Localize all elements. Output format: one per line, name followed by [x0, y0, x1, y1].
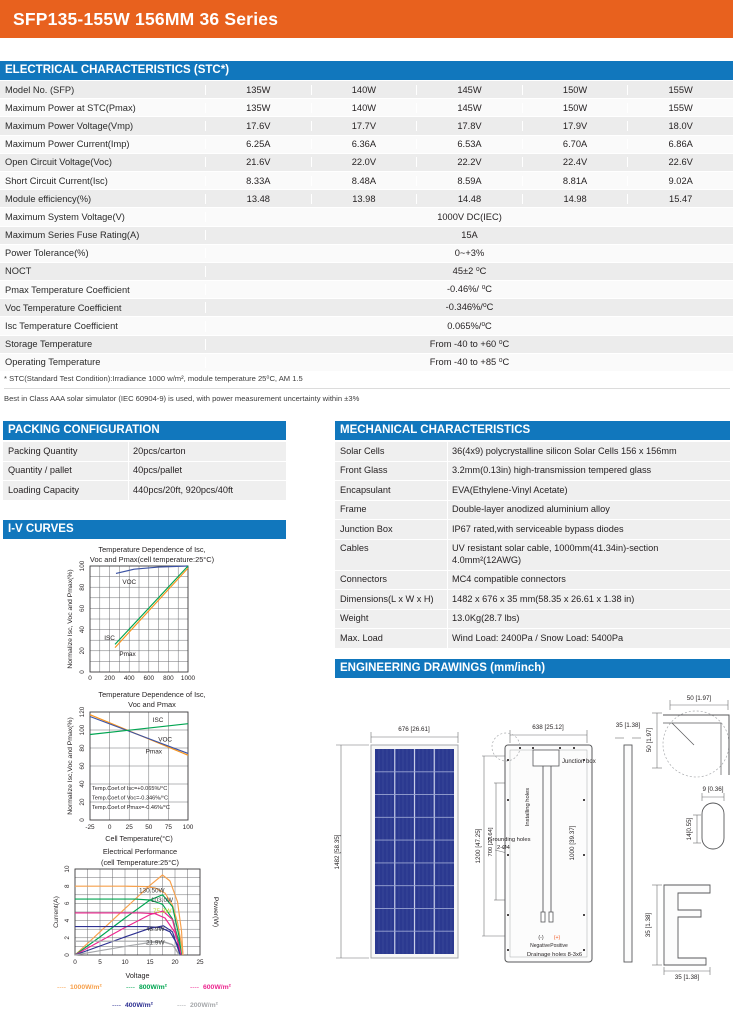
table-row [335, 442, 730, 461]
row-value: 20pcs/carton [128, 442, 286, 461]
row-value: 140W [311, 103, 417, 113]
row-label: Solar Cells [340, 445, 385, 456]
row-label: Packing Quantity [8, 445, 78, 456]
table-row [3, 481, 286, 500]
x-tick-label: 200 [104, 675, 115, 682]
hole-height-label: 14[0.55] [686, 817, 693, 841]
x-tick-label: 0 [107, 824, 112, 831]
table-row [335, 540, 730, 570]
y-tick-label: 2 [64, 936, 71, 940]
electrical-row [0, 190, 733, 207]
x-tick-label: 15 [146, 959, 154, 966]
row-value-merged: -0.346%/⁰C [205, 302, 733, 313]
x-tick-label: 10 [121, 959, 129, 966]
curve-label: ISC [152, 716, 164, 724]
row-value: Double-layer anodized aluminium alloy [447, 501, 730, 520]
curve-label: Pmax [119, 651, 136, 659]
cable-length-label: 1000 [39.37] [569, 825, 576, 861]
chart-1 [67, 545, 214, 682]
table-row [335, 520, 730, 539]
row-value-merged: -0.46%/ ⁰C [205, 284, 733, 295]
row-value: 21.6V [205, 157, 311, 167]
electrical-row [0, 117, 733, 134]
series-isc [90, 724, 188, 735]
electrical-row [0, 154, 733, 171]
chart-3 [53, 847, 232, 1009]
electrical-row [0, 336, 733, 353]
table-row [335, 481, 730, 500]
electrical-row [0, 227, 733, 244]
x-tick-label: 1000 [180, 675, 196, 682]
curve-label: 103.0W [151, 897, 174, 905]
x-tick-label: 5 [98, 959, 102, 966]
electrical-row [0, 81, 733, 98]
x-tick-label: 50 [145, 824, 153, 831]
x-tick-label: 0 [73, 959, 77, 966]
row-label: Loading Capacity [8, 484, 79, 495]
row-value: 22.2V [416, 157, 522, 167]
row-label: Voc Temperature Coefficient [5, 302, 122, 313]
curve-label: VOC [158, 736, 173, 744]
x-tick-label: 20 [171, 959, 179, 966]
curve-label: 21.9W [146, 939, 165, 947]
y-tick-label: 20 [79, 798, 86, 806]
row-label: Maximum Power Current(Imp) [5, 139, 130, 150]
drainage-holes-label: Drainage holes 8-3x6 [527, 952, 583, 958]
hole-width-label: 9 [0.36] [702, 786, 724, 793]
row-value: 3.2mm(0.13in) high-transmission tempered glass [447, 462, 730, 481]
legend-marker: ---- [57, 984, 67, 991]
row-value-merged: 15A [205, 230, 733, 240]
x-axis-label: Cell Temperature(°C) [105, 834, 173, 843]
mounting-hole-drawing [702, 803, 724, 849]
grounding-holes-size-label: 2-Ø4 [497, 845, 510, 851]
y-tick-label: 6 [64, 901, 71, 906]
section-header-mechanical: MECHANICAL CHARACTERISTICS [335, 421, 730, 440]
row-value: 18.0V [627, 121, 733, 131]
y-tick-label: 0 [79, 670, 86, 674]
table-row [335, 571, 730, 590]
y-tick-label: 60 [79, 762, 86, 770]
legend-item: 600W/m² [203, 984, 231, 991]
row-label: Front Glass [340, 465, 388, 475]
row-value: 40pcs/pallet [128, 462, 286, 481]
row-value: 8.33A [205, 176, 311, 186]
curve-label: 130.50W [139, 887, 165, 895]
positive-label: Positive [550, 943, 568, 949]
iv-curves-charts [0, 545, 310, 1010]
row-value: 135W [205, 103, 311, 113]
row-value: IP67 rated,with serviceable bypass diodes [447, 520, 730, 539]
row-value: 17.6V [205, 121, 311, 131]
chart-title: Voc and Pmax(cell temperature:25°C) [89, 555, 215, 564]
y-axis-label: Normalize Isc,Voc and Pmax(%) [67, 717, 74, 815]
y-axis-label: Normalize Isc, Voc and Pmax(%) [67, 569, 74, 669]
row-value: 17.8V [416, 121, 522, 131]
electrical-row [0, 354, 733, 371]
x-tick-label: 100 [182, 824, 194, 831]
row-label: NOCT [5, 266, 32, 277]
row-label: Pmax Temperature Coefficient [5, 284, 130, 295]
junction-box-shape [533, 750, 559, 766]
row-label: Frame [340, 504, 367, 514]
row-label: Junction Box [340, 523, 393, 534]
y-axis-label: Current(A) [53, 896, 60, 928]
row-value-merged: 0~+3% [205, 248, 733, 258]
y-tick-label: 80 [79, 744, 86, 752]
row-value: UV resistant solar cable, 1000mm(41.34in)-section 4.0mm²(12AWG) [447, 540, 730, 570]
row-value: 145W [416, 103, 522, 113]
section-header-iv-curves: I-V CURVES [3, 520, 286, 539]
y-tick-label: 0 [79, 818, 86, 822]
chart-title: Temperature Dependence of Isc, [98, 545, 206, 554]
temp-coefficient-annotation: Temp.Coef.of Pmax=-0.46%/°C [92, 805, 170, 811]
series-voc [116, 566, 188, 573]
y-tick-label: 4 [64, 918, 71, 923]
row-value: 36(4x9) polycrystalline silicon Solar Cells 156 x 156mm [447, 442, 730, 461]
x-tick-label: 25 [125, 824, 133, 831]
corner-width-label: 50 [1.97] [686, 695, 712, 702]
y-tick-label: 120 [79, 706, 86, 718]
negative-sign-label: (-) [538, 935, 544, 941]
row-value: 135W [205, 85, 311, 95]
packing-table [3, 442, 286, 501]
chart-title: Electrical Performance [102, 847, 178, 856]
row-value: 17.9V [522, 121, 628, 131]
row-value: 8.81A [522, 176, 628, 186]
table-row [335, 629, 730, 648]
row-label: Operating Temperature [5, 357, 101, 368]
chart-title: (cell Temperature:25°C) [101, 858, 179, 867]
electrical-row [0, 317, 733, 334]
footnote-stc: * STC(Standard Test Condition):Irradiance 1000 w/m², module temperature 25⁰C, AM 1.5 [4, 374, 730, 389]
grounding-holes-label: Grounding holes [488, 837, 531, 843]
frame-section-drawing [664, 885, 710, 965]
row-value: 8.48A [311, 176, 417, 186]
row-value-merged: 1000V DC(IEC) [205, 212, 733, 222]
row-label: Short Circuit Current(Isc) [5, 175, 108, 186]
back-inner-dim-label: 700 [27.64] [488, 827, 494, 857]
y-tick-label: 80 [79, 583, 86, 591]
chart-title: Temperature Dependence of Isc, [98, 690, 206, 699]
legend-item: 1000W/m² [70, 984, 102, 991]
row-label: Isc Temperature Coefficient [5, 321, 118, 332]
row-label: Maximum System Voltage(V) [5, 211, 125, 222]
row-label: Encapsulant [340, 484, 391, 495]
junction-box-label: Junction box [562, 759, 596, 765]
corner-height-label: 50 [1.97] [646, 727, 653, 753]
row-value: 150W [522, 85, 628, 95]
row-value: 13.98 [311, 194, 417, 204]
row-value: 1482 x 676 x 35 mm(58.35 x 26.61 x 1.38 in) [447, 590, 730, 609]
row-label: Quantity / pallet [8, 465, 72, 475]
solar-cells-grid [375, 749, 454, 954]
row-value: 6.70A [522, 139, 628, 149]
legend-item: 200W/m² [190, 1002, 218, 1009]
back-height-dim-label: 1200 [47.25] [475, 828, 482, 864]
electrical-row [0, 136, 733, 153]
x-tick-label: 400 [123, 675, 135, 682]
legend-marker: ---- [126, 984, 136, 991]
y-tick-label: 10 [64, 865, 71, 873]
row-label: Storage Temperature [5, 339, 93, 350]
row-value: 22.4V [522, 157, 628, 167]
installing-holes-label: Installing holes [525, 787, 531, 827]
y-tick-label: 100 [79, 560, 86, 572]
section-header-electrical: ELECTRICAL CHARACTERISTICS (STC*) [0, 61, 733, 80]
back-width-label: 638 [25.12] [532, 724, 564, 731]
series-isc [115, 566, 188, 644]
row-value-merged: 0.065%/⁰C [205, 321, 733, 332]
curve-label: 75.3W [153, 907, 172, 915]
engineering-drawings [335, 686, 733, 1010]
row-value: 22.0V [311, 157, 417, 167]
electrical-row [0, 281, 733, 298]
front-width-label: 676 [26.61] [398, 726, 430, 733]
row-label: Maximum Series Fuse Rating(A) [5, 230, 140, 241]
footnote-simulator: Best in Class AAA solar simulator (IEC 60904-9) is used, with power measurement uncertainty within ±3% [4, 394, 360, 403]
row-value: 15.47 [627, 194, 733, 204]
y-tick-label: 8 [64, 884, 71, 888]
row-value: 6.36A [311, 139, 417, 149]
y-axis-label-right: Power(W) [212, 896, 219, 928]
row-value: 14.48 [416, 194, 522, 204]
row-value: 155W [627, 85, 733, 95]
row-label: Maximum Power at STC(Pmax) [5, 102, 136, 113]
table-row [3, 442, 286, 461]
row-value: 9.02A [627, 176, 733, 186]
electrical-row [0, 172, 733, 189]
section-header-packing: PACKING CONFIGURATION [3, 421, 286, 440]
connector-positive [549, 912, 553, 922]
table-row [3, 462, 286, 481]
row-value: 150W [522, 103, 628, 113]
row-value: EVA(Ethylene-Vinyl Acetate) [447, 481, 730, 500]
row-label: Dimensions(L x W x H) [340, 593, 434, 604]
row-value: 17.7V [311, 121, 417, 131]
row-value: 22.6V [627, 157, 733, 167]
row-label: Max. Load [340, 632, 383, 643]
row-value: 14.98 [522, 194, 628, 204]
row-value: Wind Load: 2400Pa / Snow Load: 5400Pa [447, 629, 730, 648]
side-view-drawing [624, 745, 632, 962]
electrical-row [0, 299, 733, 316]
table-row [335, 590, 730, 609]
negative-label: Negative [530, 943, 550, 949]
y-tick-label: 100 [79, 724, 86, 736]
row-value: 6.25A [205, 139, 311, 149]
row-value: 8.59A [416, 176, 522, 186]
row-value: 6.53A [416, 139, 522, 149]
row-value: 13.48 [205, 194, 311, 204]
page-header [0, 0, 733, 38]
electrical-table [0, 81, 733, 372]
table-row [335, 501, 730, 520]
front-view-drawing [371, 745, 458, 958]
legend-item: 400W/m² [125, 1002, 153, 1009]
front-height-label: 1482 [58.35] [334, 834, 341, 870]
x-axis-label: Voltage [125, 971, 150, 980]
curve-label: 48.9W [146, 925, 165, 933]
row-value: MC4 compatible connectors [447, 571, 730, 590]
curve-label: VOC [122, 579, 137, 587]
row-label: Weight [340, 613, 369, 623]
mechanical-table [335, 442, 730, 649]
curve-label: ISC [104, 635, 115, 643]
row-label: Connectors [340, 574, 387, 584]
row-label: Open Circuit Voltage(Voc) [5, 157, 112, 168]
row-value: 140W [311, 85, 417, 95]
x-tick-label: 25 [196, 959, 204, 966]
electrical-row [0, 99, 733, 116]
y-tick-label: 40 [79, 780, 86, 788]
x-tick-label: 75 [164, 824, 172, 831]
row-label: Module efficiency(%) [5, 193, 92, 204]
chart-2 [67, 690, 206, 843]
temp-coefficient-annotation: Temp.Coef.of Isc=+0.065%/°C [92, 786, 168, 792]
x-tick-label: 0 [88, 675, 92, 682]
electrical-row [0, 208, 733, 225]
positive-sign-label: (+) [553, 935, 561, 941]
temp-coefficient-annotation: Temp.Coef.of Voc=-0.346%/°C [92, 795, 169, 802]
x-tick-label: -25 [85, 824, 95, 831]
row-value-merged: From -40 to +60 ⁰C [205, 339, 733, 350]
legend-marker: ---- [112, 1002, 122, 1009]
section-height-label: 35 [1.38] [645, 912, 652, 938]
row-label: Maximum Power Voltage(Vmp) [5, 120, 134, 131]
chart-title: Voc and Pmax [128, 700, 176, 709]
table-row [335, 610, 730, 629]
row-value: 155W [627, 103, 733, 113]
side-thickness-label: 35 [1.38] [615, 722, 641, 729]
row-label: Cables [340, 543, 369, 553]
curve-label: Pmax [145, 748, 163, 756]
row-value: 145W [416, 85, 522, 95]
page-title: SFP135-155W 156MM 36 Series [13, 9, 279, 29]
section-header-engineering: ENGINEERING DRAWINGS (mm/inch) [335, 659, 730, 678]
x-tick-label: 600 [143, 675, 155, 682]
row-value: 6.86A [627, 139, 733, 149]
corner-detail-drawing [663, 711, 729, 777]
legend-marker: ---- [190, 984, 200, 991]
table-row [335, 462, 730, 481]
legend-item: 800W/m² [139, 984, 167, 991]
y-tick-label: 60 [79, 604, 86, 612]
y-tick-label: 20 [79, 647, 86, 655]
y-tick-label: 40 [79, 626, 86, 634]
row-value: 13.0Kg(28.7 lbs) [447, 610, 730, 629]
row-label: Model No. (SFP) [5, 84, 75, 95]
legend-marker: ---- [177, 1002, 187, 1009]
row-value-merged: From -40 to +85 ⁰C [205, 357, 733, 368]
row-value: 440pcs/20ft, 920pcs/40ft [128, 481, 286, 500]
electrical-row [0, 245, 733, 262]
connector-negative [541, 912, 545, 922]
section-width-label: 35 [1.38] [674, 974, 700, 981]
row-value-merged: 45±2 ⁰C [205, 266, 733, 277]
y-tick-label: 0 [64, 953, 71, 957]
row-label: Power Tolerance(%) [5, 248, 89, 259]
x-tick-label: 800 [163, 675, 174, 682]
electrical-row [0, 263, 733, 280]
